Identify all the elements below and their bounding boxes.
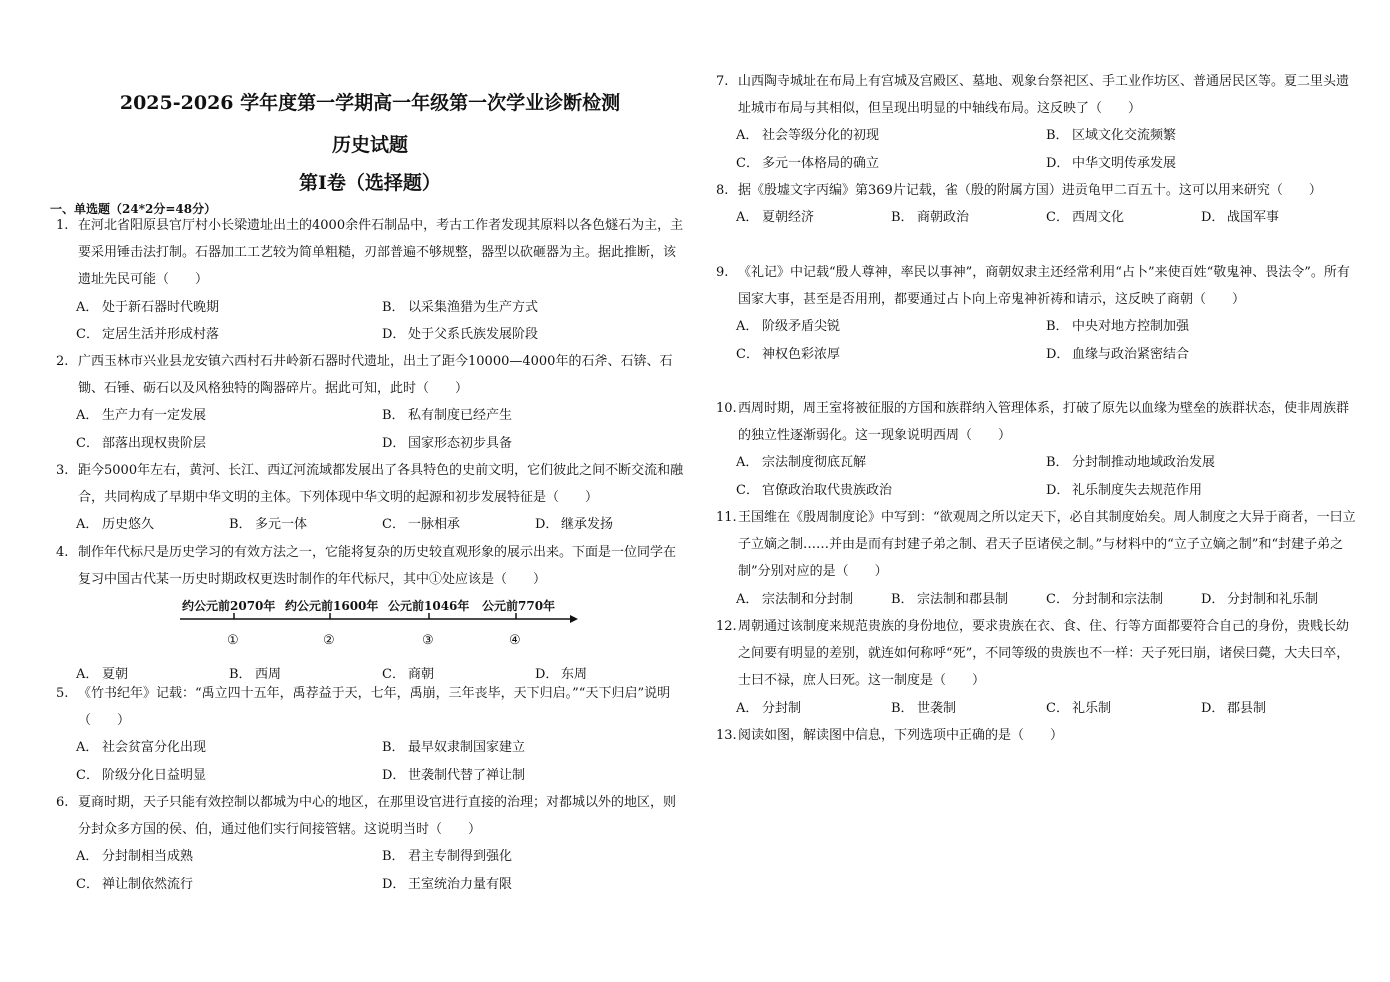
question-5 xyxy=(56,680,688,789)
option-c[interactable]: C． 阶级分化日益明显 xyxy=(76,767,207,783)
question-number: 11. xyxy=(716,510,737,525)
option-c[interactable]: C． 礼乐制 xyxy=(1046,700,1112,716)
timeline-mark: ③ xyxy=(422,633,434,649)
question-8 xyxy=(716,177,1356,231)
options-row xyxy=(716,449,1356,476)
options-row xyxy=(56,511,688,538)
option-d[interactable]: D． 世袭制代替了禅让制 xyxy=(382,767,526,783)
option-c[interactable]: C． 官僚政治取代贵族政治 xyxy=(736,482,893,498)
question-stem: 距今5000年左右，黄河、长江、西辽河流域都发展出了各具特色的史前文明，它们彼此之间不断交流和融合，共同构成了早期中华文明的主体。下列体现中华文明的起源和初步发展特征是（ ） xyxy=(78,463,684,506)
question-number: 1. xyxy=(56,218,69,233)
option-b[interactable]: B． 商朝政治 xyxy=(891,210,970,226)
option-b[interactable]: B． 以采集渔猎为生产方式 xyxy=(382,299,539,315)
timeline-mark: ① xyxy=(227,633,239,649)
question-stem: 《竹书纪年》记载：“禹立四十五年，禹荐益于天，七年，禹崩，三年丧毕，天下归启。”“天下归启”说明（ ） xyxy=(78,686,671,729)
option-a[interactable]: A． 处于新石器时代晚期 xyxy=(76,299,220,315)
question-number: 12. xyxy=(716,619,737,634)
option-b[interactable]: B． 分封制推动地域政治发展 xyxy=(1046,455,1216,471)
option-a[interactable]: A． 生产力有一定发展 xyxy=(76,408,207,424)
options-row xyxy=(716,204,1356,231)
options-row xyxy=(716,313,1356,340)
option-c[interactable]: C． 神权色彩浓厚 xyxy=(736,346,841,362)
question-7 xyxy=(716,68,1356,177)
question-stem: 据《殷墟文字丙编》第369片记载，雀（殷的附属方国）进贡龟甲二百五十。这可以用来研究（ ） xyxy=(738,183,1322,198)
question-number: 8. xyxy=(716,183,729,198)
options-row xyxy=(716,150,1356,177)
question-stem: 西周时期，周王室将被征服的方国和族群纳入管理体系，打破了原先以血缘为壁垒的族群状态，使非周族群的独立性逐渐弱化。这一现象说明西周（ ） xyxy=(738,401,1350,444)
question-number: 4. xyxy=(56,545,69,560)
question-stem: 阅读如图，解读图中信息，下列选项中正确的是（ ） xyxy=(738,728,1064,743)
question-12 xyxy=(716,613,1356,722)
option-d[interactable]: D． 继承发扬 xyxy=(535,517,614,533)
option-b[interactable]: B． 区域文化交流频繁 xyxy=(1046,128,1177,144)
timeline-label: 公元前770年 xyxy=(482,599,556,614)
option-b[interactable]: B． 私有制度已经产生 xyxy=(382,408,513,424)
option-a[interactable]: A． 分封制相当成熟 xyxy=(76,849,194,865)
options-row xyxy=(56,402,688,429)
question-10 xyxy=(716,395,1356,504)
option-c[interactable]: C． 禅让制依然流行 xyxy=(76,876,194,892)
option-d[interactable]: D． 东周 xyxy=(535,667,588,683)
question-2 xyxy=(56,348,688,457)
question-13 xyxy=(716,722,1356,749)
option-b[interactable]: B． 君主专制得到强化 xyxy=(382,849,513,865)
option-c[interactable]: C． 定居生活并形成村落 xyxy=(76,326,220,342)
timeline-label: 约公元前2070年 xyxy=(182,599,276,614)
timeline-mark: ② xyxy=(323,633,335,649)
option-b[interactable]: B． 多元一体 xyxy=(229,517,308,533)
option-b[interactable]: B． 世袭制 xyxy=(891,700,957,716)
option-d[interactable]: D． 中华文明传承发展 xyxy=(1046,155,1177,171)
timeline-mark: ④ xyxy=(509,633,521,649)
question-1 xyxy=(56,212,688,348)
option-b[interactable]: B． 最早奴隶制国家建立 xyxy=(382,740,526,756)
question-3 xyxy=(56,457,688,539)
options-row xyxy=(56,762,688,789)
options-row xyxy=(716,341,1356,368)
question-stem: 《礼记》中记载“殷人尊神，率民以事神”，商朝奴隶主还经常利用“占卜”来使百姓“敬鬼神、畏法令”。所有国家大事，甚至是否用刑，都要通过占卜向上帝鬼神祈祷和请示，这反映了商朝（ ） xyxy=(738,265,1350,308)
question-number: 9. xyxy=(716,265,729,280)
option-c[interactable]: C． 一脉相承 xyxy=(382,517,461,533)
question-9 xyxy=(716,259,1356,368)
question-stem: 制作年代标尺是历史学习的有效方法之一，它能将复杂的历史较直观形象的展示出来。下面是一位同学在复习中国古代某一历史时期政权更迭时制作的年代标尺，其中①处应该是（ ） xyxy=(78,545,677,588)
section-heading: 一、单选题（24*2分=48分） xyxy=(50,202,217,216)
question-stem: 广西玉林市兴业县龙安镇六西村石井岭新石器时代遗址，出土了距今10000—4000年的石斧、石锛、石锄、石锤、砺石以及风格独特的陶器碎片。据此可知，此时（ ） xyxy=(78,354,673,397)
option-d[interactable]: D． 处于父系氏族发展阶段 xyxy=(382,326,539,342)
option-b[interactable]: B． 宗法制和郡县制 xyxy=(891,591,1009,607)
option-d[interactable]: D． 礼乐制度失去规范作用 xyxy=(1046,482,1203,498)
options-row xyxy=(716,695,1356,722)
option-d[interactable]: D． 国家形态初步具备 xyxy=(382,435,513,451)
options-row xyxy=(56,843,688,870)
option-d[interactable]: D． 战国军事 xyxy=(1201,210,1280,226)
option-b[interactable]: B． 中央对地方控制加强 xyxy=(1046,319,1190,335)
question-stem: 夏商时期，天子只能有效控制以都城为中心的地区，在那里设官进行直接的治理；对都城以外的地区，则分封众多方国的侯、伯，通过他们实行间接管辖。这说明当时（ ） xyxy=(78,795,677,838)
options-row xyxy=(56,430,688,457)
option-d[interactable]: D． 血缘与政治紧密结合 xyxy=(1046,346,1190,362)
option-a[interactable]: A． 社会贫富分化出现 xyxy=(76,740,207,756)
question-number: 5. xyxy=(56,686,69,701)
timeline-label: 约公元前1600年 xyxy=(285,599,379,614)
question-stem: 山西陶寺城址在布局上有宫城及宫殿区、墓地、观象台祭祀区、手工业作坊区、普通居民区等。夏二里头遗址城市布局与其相似，但呈现出明显的中轴线布局。这反映了（ ） xyxy=(738,74,1350,117)
option-a[interactable]: A． 阶级矛盾尖锐 xyxy=(736,319,841,335)
question-11 xyxy=(716,504,1356,613)
option-c[interactable]: C． 部落出现权贵阶层 xyxy=(76,435,207,451)
question-4 xyxy=(56,539,688,689)
option-a[interactable]: A． 夏朝 xyxy=(76,667,129,683)
option-a[interactable]: A． 夏朝经济 xyxy=(736,210,815,226)
timeline-ruler xyxy=(56,593,688,661)
question-stem: 周朝通过该制度来规范贵族的身份地位，要求贵族在衣、食、住、行等方面都要符合自己的身份，贵贱长幼之间要有明显的差别，就连如何称呼“死”，不同等级的贵族也不一样：天子死曰崩，诸侯曰薨，大夫曰卒，士曰不禄，庶人曰死。这一制度是（ ） xyxy=(738,619,1350,689)
question-number: 13. xyxy=(716,728,737,743)
part-title: 第Ⅰ卷（选择题） xyxy=(299,172,441,194)
options-row xyxy=(56,871,688,898)
option-c[interactable]: C． 西周文化 xyxy=(1046,210,1125,226)
options-row xyxy=(56,321,688,348)
question-number: 7. xyxy=(716,74,729,89)
option-a[interactable]: A． 宗法制和分封制 xyxy=(736,591,854,607)
exam-title: 2025-2026 学年度第一学期高一年级第一次学业诊断检测 xyxy=(119,92,621,114)
timeline-label: 公元前1046年 xyxy=(388,599,470,614)
option-d[interactable]: D． 王室统治力量有限 xyxy=(382,876,513,892)
options-row xyxy=(716,122,1356,149)
question-number: 10. xyxy=(716,401,737,416)
option-a[interactable]: A． 宗法制度彻底瓦解 xyxy=(736,455,867,471)
options-row xyxy=(716,586,1356,613)
option-b[interactable]: B． 西周 xyxy=(229,667,282,683)
question-stem: 在河北省阳原县官厅村小长梁遗址出土的4000余件石制品中，考古工作者发现其原料以各色燧石为主，主要采用锤击法打制。石器加工工艺较为简单粗糙，刃部普遍不够规整，器型以砍砸器为主。据此推断，该遗址先民可能（ ） xyxy=(78,218,684,288)
question-number: 2. xyxy=(56,354,69,369)
option-a[interactable]: A． 分封制 xyxy=(736,700,802,716)
options-row xyxy=(56,294,688,321)
question-number: 3. xyxy=(56,463,69,478)
option-a[interactable]: A． 历史悠久 xyxy=(76,517,155,533)
options-row xyxy=(716,477,1356,504)
question-stem: 王国维在《殷周制度论》中写到：“欲观周之所以定天下，必自其制度始矣。周人制度之大异于商者，一曰立子立嫡之制……并由是而有封建子弟之制、君天子臣诸侯之制。”与材料中的“立子立嫡之制”和“封建子弟之制”分别对应的是（ ） xyxy=(738,510,1356,580)
option-c[interactable]: C． 分封制和宗法制 xyxy=(1046,591,1164,607)
question-number: 6. xyxy=(56,795,69,810)
question-6 xyxy=(56,789,688,898)
timeline-axis xyxy=(180,611,580,627)
subject-title: 历史试题 xyxy=(331,134,408,156)
option-c[interactable]: C． 商朝 xyxy=(382,667,435,683)
options-row xyxy=(56,734,688,761)
option-d[interactable]: D． 郡县制 xyxy=(1201,700,1267,716)
option-d[interactable]: D． 分封制和礼乐制 xyxy=(1201,591,1319,607)
option-a[interactable]: A． 社会等级分化的初现 xyxy=(736,128,880,144)
option-c[interactable]: C． 多元一体格局的确立 xyxy=(736,155,880,171)
